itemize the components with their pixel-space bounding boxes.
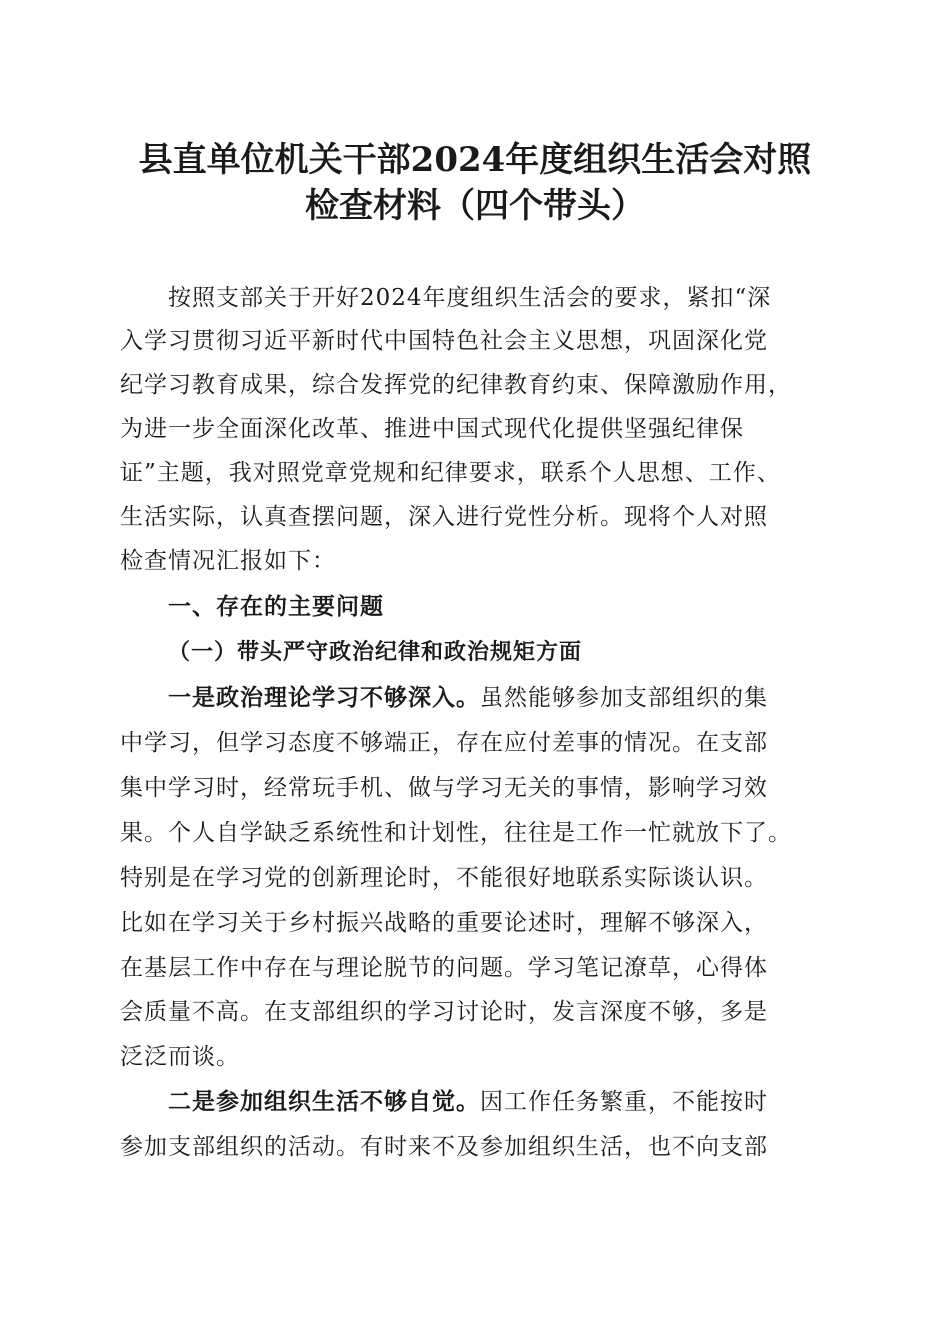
point-2-lead: 二是参加组织生活不够自觉。 [168,1088,480,1115]
intro-line: 检查情况汇报如下： [120,548,336,574]
point-1-line: 泛泛而谈。 [120,1044,240,1070]
point-1-lead: 一是政治理论学习不够深入。 [168,684,480,711]
point-2-text: 因工作任务繁重，不能按时 [480,1089,768,1115]
point-2-line: 参加支部组织的活动。有时来不及参加组织生活，也不向支部 [120,1134,768,1160]
section-heading: 一、存在的主要问题 [168,594,384,620]
point-1-text: 虽然能够参加支部组织的集 [480,685,768,711]
point-1-line: 比如在学习关于乡村振兴战略的重要论述时，理解不够深入， [120,910,768,936]
intro-line: 为进一步全面深化改革、推进中国式现代化提供坚强纪律保 [120,416,744,442]
point-1-line: 会质量不高。在支部组织的学习讨论时，发言深度不够，多是 [120,999,768,1025]
intro-line: 生活实际，认真查摆问题，深入进行党性分析。现将个人对照 [120,504,768,530]
document-title-line-1: 县直单位机关干部2024年度组织生活会对照 [138,140,812,180]
point-1-line: 集中学习时，经常玩手机、做与学习无关的事情，影响学习效 [120,775,768,801]
intro-line: 证”主题，我对照党章党规和纪律要求，联系个人思想、工作、 [120,460,781,486]
point-1-line: 果。个人自学缺乏系统性和计划性，往往是工作一忙就放下了。 [120,820,792,846]
point-1-line: 中学习，但学习态度不够端正，存在应付差事的情况。在支部 [120,730,768,756]
intro-line: 纪学习教育成果，综合发挥党的纪律教育约束、保障激励作用， [120,372,792,398]
point-2-first-line [168,1087,888,1117]
point-1-first-line [168,683,888,713]
document-title-line-2: 检查材料（四个带头） [305,186,645,226]
subsection-heading: （一）带头严守政治纪律和政治规矩方面 [168,639,583,665]
intro-line: 入学习贯彻习近平新时代中国特色社会主义思想，巩固深化党 [120,328,768,354]
intro-line: 按照支部关于开好2024年度组织生活会的要求，紧扣“深 [168,285,772,311]
point-1-line: 特别是在学习党的创新理论时，不能很好地联系实际谈认识。 [120,865,768,891]
point-1-line: 在基层工作中存在与理论脱节的问题。学习笔记潦草，心得体 [120,955,768,981]
